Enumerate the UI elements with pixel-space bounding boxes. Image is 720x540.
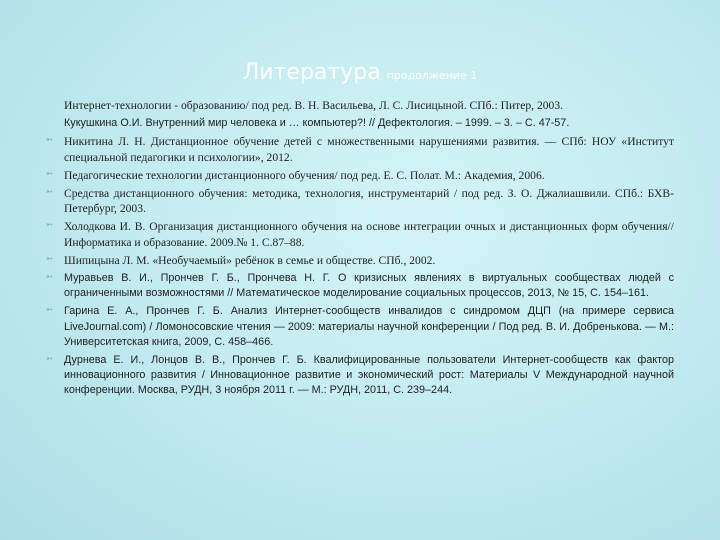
reference-item (64, 98, 674, 113)
slide-title (0, 60, 720, 85)
reference-text: Шипицына Л. М. «Необучаемый» ребёнок в семье и обществе. СПб., 2002. (64, 253, 436, 267)
arrow-bullet-icon: ➳ (46, 253, 53, 263)
title-main: Литература (242, 60, 381, 85)
reference-text: Холодкова И. В. Организация дистанционного обучения на основе интеграции очных и дистанционных форм обучения//Информатика и образование. 2009.№ 1. С.87–88. (64, 220, 674, 249)
reference-text: Муравьев В. И., Прончев Г. Б., Прончева Н. Г. О кризисных явлениях в виртуальных сообществах людей с ограниченными возможностями // Математическое моделирование социальных процессов, 2013, № 15, С. 154–161. (64, 272, 674, 300)
reference-item (46, 304, 674, 350)
reference-text: Средства дистанционного обучения: методика, технология, инструментарий / под ред. З. О. Джалиашвили. СПб.: БХВ-Петербург, 2003. (64, 187, 674, 216)
reference-text: Никитина Л. Н. Дистанционное обучение детей с множественными нарушениями развития. — СПб: НОУ «Институт специальной педагогики и психологии», 2012. (64, 135, 674, 164)
reference-item (46, 134, 674, 164)
reference-text: Интернет-технологии - образованию/ под ред. В. Н. Васильева, Л. С. Лисицыной. СПб.: Питер, 2003. (64, 99, 564, 112)
reference-item (46, 353, 674, 399)
arrow-bullet-icon: ➳ (46, 272, 53, 282)
reference-text: Педагогические технологии дистанционного обучения/ под ред. Е. С. Полат. М.: Академия, 2006. (64, 168, 545, 182)
reference-item (46, 186, 674, 216)
reference-item (46, 168, 674, 183)
reference-item (46, 271, 674, 301)
arrow-bullet-icon: ➳ (46, 168, 53, 178)
arrow-bullet-icon: ➳ (46, 220, 53, 230)
reference-item (64, 116, 674, 131)
reference-item (46, 219, 674, 249)
reference-text: Кукушкина О.И. Внутренний мир человека и … компьютер?! // Дефектология. – 1999. – 3. – С. 47-57. (64, 117, 570, 130)
title-subtitle: продолжение 1 (386, 69, 478, 82)
reference-item (46, 253, 674, 268)
reference-list (46, 98, 674, 402)
arrow-bullet-icon: ➳ (46, 305, 53, 315)
reference-text: Дурнева Е. И., Лонцов В. В., Прончев Г. Б. Квалифицированные пользователи Интернет-сообществ как фактор инновационного развития / Инновационное развитие и экономический рост: Материалы V Международной научной конференции. Москва, РУДН, 3 ноября 2011 г. — М.: РУДН, 2011, С. 239–244. (64, 354, 674, 397)
arrow-bullet-icon: ➳ (46, 135, 53, 145)
arrow-bullet-icon: ➳ (46, 187, 53, 197)
reference-text: Гарина Е. А., Прончев Г. Б. Анализ Интернет-сообществ инвалидов с синдромом ДЦП (на примере сервиса LiveJournal.com) / Ломоносовские чтения — 2009: материалы научной конференции / Под ред. В. И. Добренькова. — М.: Университетская книга, 2009, С. 458–466. (64, 305, 674, 348)
arrow-bullet-icon: ➳ (46, 354, 53, 364)
